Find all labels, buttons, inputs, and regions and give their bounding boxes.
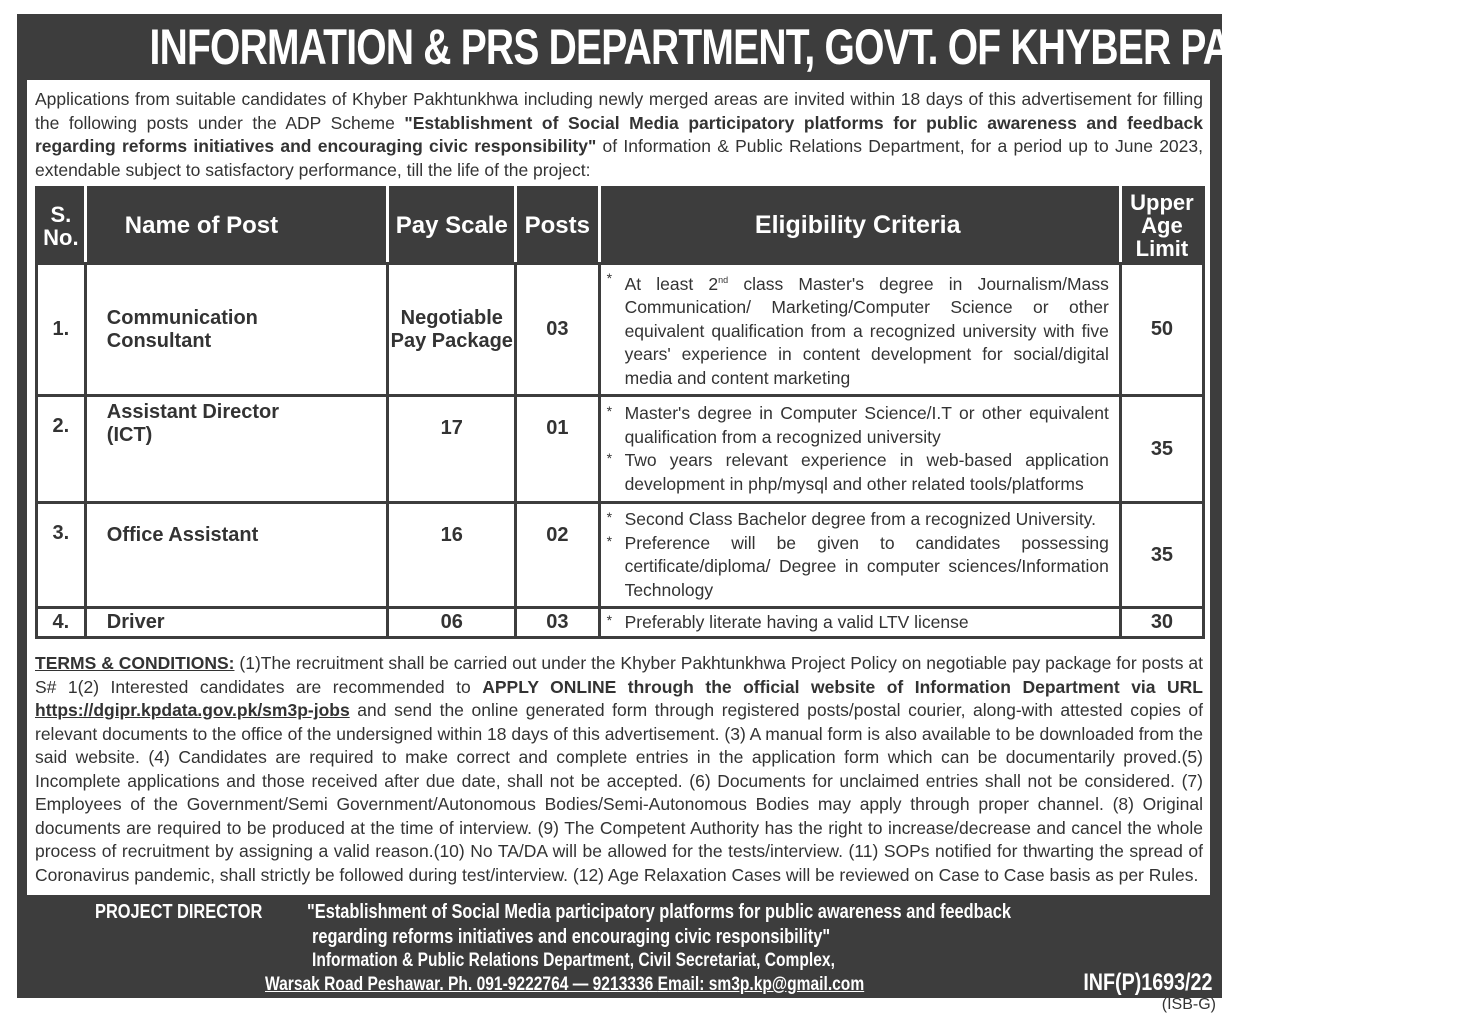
advertisement-frame (17, 14, 1479, 914)
footer-email-link[interactable]: Email: sm3p.kp@gmail.com (657, 974, 865, 995)
footer-address: Warsak Road Peshawar. Ph. 091-9222764 — 9213336 (265, 974, 658, 995)
intro-paragraph (35, 88, 1203, 182)
cell-post-name: Driver (85, 608, 388, 638)
cell-sno: 3. (37, 503, 86, 608)
criteria-item: * Master's degree in Computer Science/I.T or other equivalent qualification from a recognized university (607, 402, 1109, 449)
advertisement-body (27, 80, 1210, 895)
header-sno: S. No. (37, 188, 86, 264)
cell-post-name: Communication Consultant (85, 264, 388, 396)
cell-age-limit: 50 (1120, 264, 1203, 396)
header-age: Upper Age Limit (1120, 188, 1203, 264)
cell-post-name: Office Assistant (85, 503, 388, 608)
cell-eligibility (599, 503, 1120, 608)
isb-code: (ISB-G) (1161, 996, 1216, 1013)
terms-and-conditions (35, 652, 1203, 887)
criteria-item: * At least 2nd class Master's degree in Journalism/Mass Communication/ Marketing/Computer Science or other equivalent qualification from a recognized university with five years' experience in content development for social/digital media and content marketing (607, 269, 1109, 390)
footer-block (17, 895, 1222, 998)
bullet-asterisk-icon: * (606, 450, 613, 467)
criteria-item: * Two years relevant experience in web-based application development in php/mysql and other related tools/platforms (607, 449, 1109, 496)
header-pay: Pay Scale (388, 188, 516, 264)
table-row (37, 396, 1204, 503)
terms-text-2: and send the online generated form through registered posts/postal courier, along-with attested copies of relevant documents to the office of the undersigned within 18 days of this advertisement. (3) A manual form is also available to be downloaded from the said website. (4) Candidates are required to make correct and complete entries in the application form which can be documentarily proved.(5) Incomplete applications and those received after due date, shall not be accepted. (6) Documents for unclaimed entries shall not be considered. (7) Employees of the Government/Semi Government/Autonomous Bodies/Semi-Autonomous Bodies may apply through proper channel. (8) Original documents are required to be produced at the time of interview. (9) The Competent Authority has the right to increase/decrease and cancel the whole process of recruitment by assigning a valid reason.(10) No TA/DA will be allowed for the tests/interview. (11) SOPs notified for thwarting the spread of Coronavirus pandemic, shall strictly be followed during test/interview. (12) Age Relaxation Cases will be reviewed on Case to Case basis as per Rules. (35, 700, 1203, 885)
bullet-asterisk-icon: * (606, 612, 613, 629)
intro-text-2: of Information & Public Relations Department, for a period up to June 2023, extendable subject to satisfactory performance, till the life of the project: (35, 136, 1203, 180)
footer-department: Information & Public Relations Department, Civil Secretariat, Complex, (312, 950, 835, 971)
bullet-asterisk-icon: * (606, 532, 613, 549)
apply-online-instruction: APPLY ONLINE through the official website of Information Department via URL (482, 676, 1203, 697)
terms-text-1: (1)The recruitment shall be carried out under the Khyber Pakhtunkhwa Project Policy on negotiable pay package for posts at S# 1(2) Interested candidates are recommended to (35, 653, 1203, 697)
table-row (37, 264, 1204, 396)
criteria-item: * Preference will be given to candidates possessing certificate/diploma/ Degree in computer sciences/Information Technology (607, 532, 1109, 603)
page-title: INFORMATION & PRS DEPARTMENT, GOVT. OF KHYBER PAKHTUNKHWA (149, 19, 1479, 75)
cell-posts: 03 (516, 264, 599, 396)
reference-number: INF(P)1693/22 (1082, 969, 1212, 996)
cell-post-name: Assistant Director (ICT) (85, 396, 388, 503)
header-name: Name of Post (85, 188, 388, 264)
cell-sno: 1. (37, 264, 86, 396)
cell-pay-scale: 16 (388, 503, 516, 608)
table-header-row (37, 188, 1204, 264)
table-row (37, 503, 1204, 608)
cell-age-limit: 30 (1120, 608, 1203, 638)
cell-sno: 2. (37, 396, 86, 503)
bullet-asterisk-icon: * (606, 403, 613, 420)
intro-text-1: Applications from suitable candidates of Khyber Pakhtunkhwa including newly merged areas are invited within 18 days of this advertisement for filling the following posts under the ADP Scheme (35, 89, 1203, 133)
cell-sno: 4. (37, 608, 86, 638)
cell-posts: 01 (516, 396, 599, 503)
footer-scheme-line-2: regarding reforms initiatives and encouraging civic responsibility" (312, 926, 831, 948)
cell-posts: 03 (516, 608, 599, 638)
apply-url-link[interactable]: https://dgipr.kpdata.gov.pk/sm3p-jobs (35, 700, 350, 720)
cell-pay-scale: 06 (388, 608, 516, 638)
scheme-name: "Establishment of Social Media participatory platforms for public awareness and feedback regarding reforms initiatives and encouraging civic responsibility" (35, 112, 1203, 156)
posts-table (35, 186, 1205, 639)
criteria-item: * Second Class Bachelor degree from a recognized University. (607, 508, 1109, 532)
cell-eligibility (599, 608, 1120, 638)
cell-posts: 02 (516, 503, 599, 608)
table-row (37, 608, 1204, 638)
footer-contact (265, 974, 864, 996)
cell-age-limit: 35 (1120, 503, 1203, 608)
header-eligibility: Eligibility Criteria (599, 188, 1120, 264)
cell-pay-scale: Negotiable Pay Package (388, 264, 516, 396)
cell-age-limit: 35 (1120, 396, 1203, 503)
criteria-item: * Preferably literate having a valid LTV license (607, 611, 1109, 635)
designation: PROJECT DIRECTOR (95, 901, 263, 923)
header-posts: Posts (516, 188, 599, 264)
cell-eligibility (599, 396, 1120, 503)
cell-eligibility (599, 264, 1120, 396)
bullet-asterisk-icon: * (606, 509, 613, 526)
cell-pay-scale: 17 (388, 396, 516, 503)
bullet-asterisk-icon: * (606, 270, 613, 286)
footer-scheme-line-1: "Establishment of Social Media participatory platforms for public awareness and feedback (307, 901, 1012, 923)
terms-label: TERMS & CONDITIONS: (35, 653, 235, 673)
